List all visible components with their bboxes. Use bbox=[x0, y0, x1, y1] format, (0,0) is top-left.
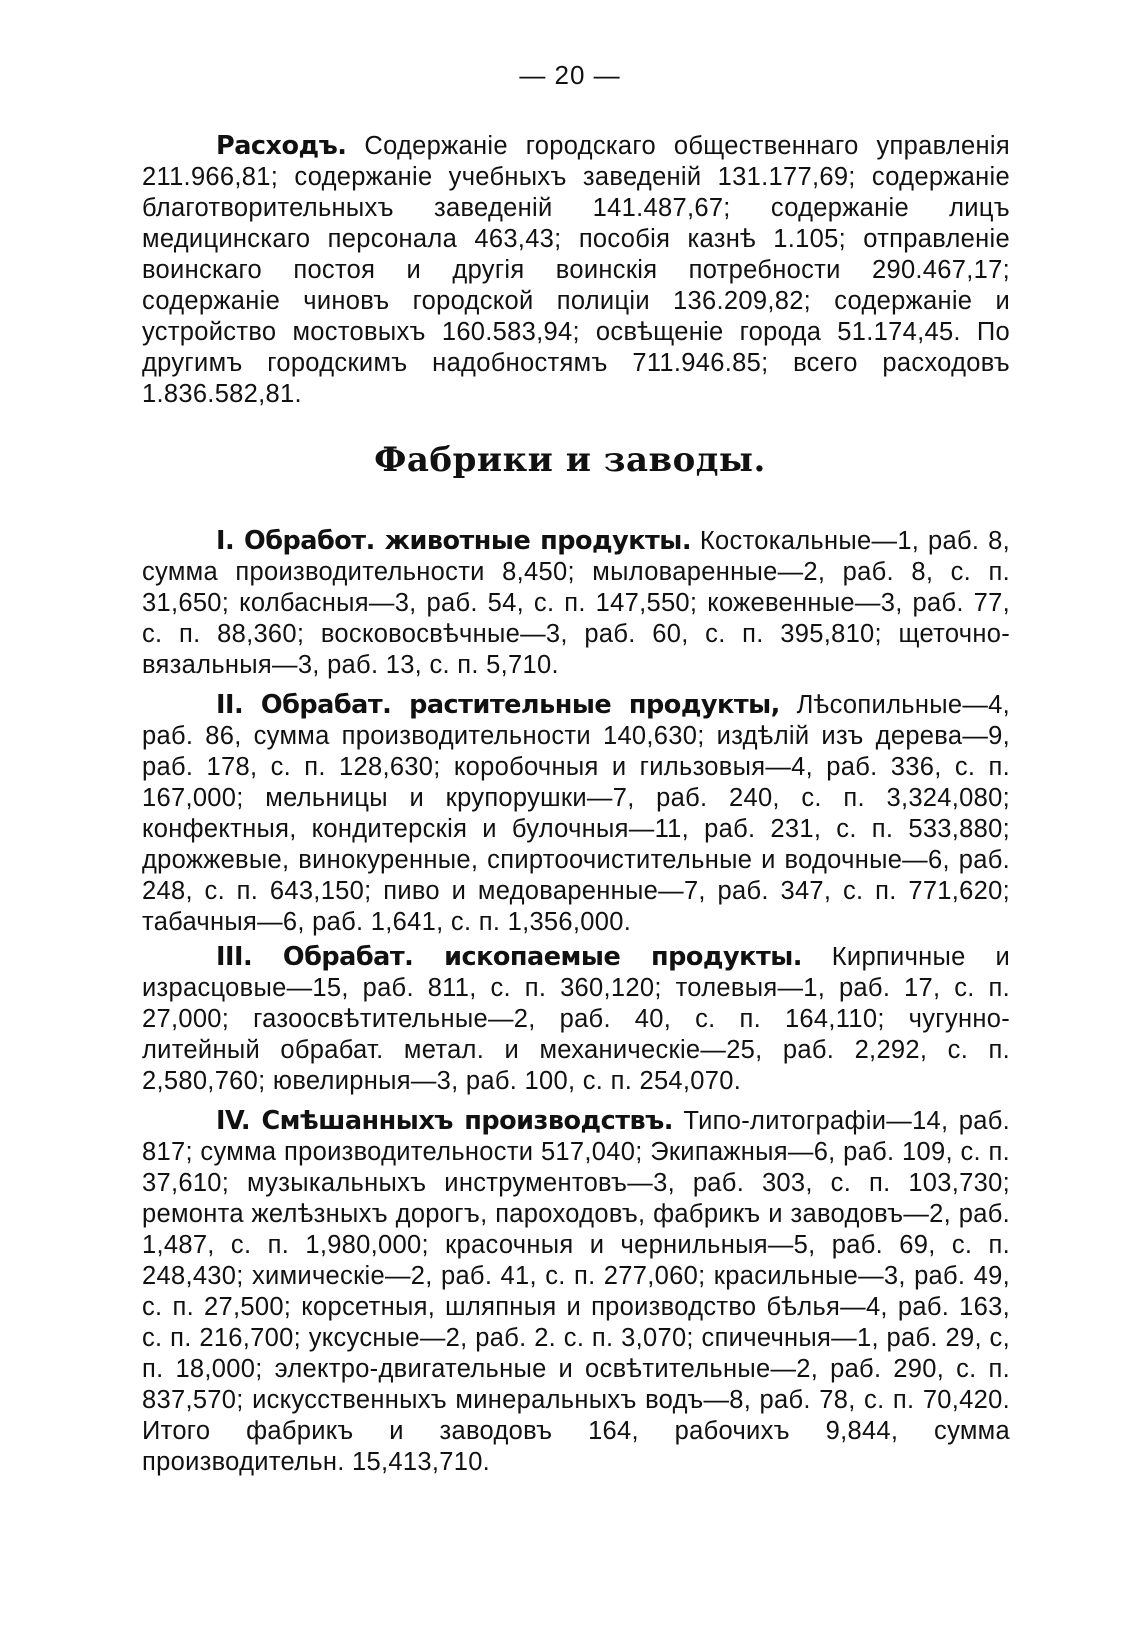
page-number: — 20 — bbox=[519, 60, 621, 90]
section-paragraph-3 bbox=[142, 942, 1010, 1097]
section-paragraph-4 bbox=[142, 1106, 1010, 1478]
section-text-2: Лѣсопильные—4, раб. 86, сумма производительности 140,630; издѣлій изъ дерева—9, раб. 178, с. п. 128,630; коробочныя и гильзовыя—4, раб. 336, с. п. 167,000; мельницы и крупорушки—7, раб. 240, с. п. 3,324,080; конфектныя, кондитерскія и булочныя—11, раб. 231, с. п. 533,880; дрожжевые, винокуренные, спиртоочистительные и водочные—6, раб. 248, с. п. 643,150; пиво и медоваренные—7, раб. 347, с. п. 771,620; табачныя—6, раб. 1,641, с. п. 1,356,000. bbox=[142, 691, 1010, 936]
section-heading: Фабрики и заводы. bbox=[374, 440, 766, 480]
section-paragraph-1 bbox=[142, 526, 1010, 681]
section-lead-3: III. Обрабат. ископаемые продукты. bbox=[216, 942, 802, 972]
section-lead-2: II. Обрабат. растительные продукты, bbox=[216, 690, 780, 720]
section-paragraph-2 bbox=[142, 690, 1010, 938]
section-text-4: Типо-литографіи—14, раб. 817; сумма производительности 517,040; Экипажныя—6, раб. 109, с. п. 37,610; музыкальныхъ инструментовъ—3, раб. 303, с. п. 103,730; ремонта желѣзныхъ дорогъ, пароходовъ, фабрикъ и заводовъ—2, раб. 1,487, с. п. 1,980,000; красочныя и чернильныя—5, раб. 69, с. п. 248,430; химическіе—2, раб. 41, с. п. 277,060; красильные—3, раб. 49, с. п. 27,500; корсетныя, шляпныя и производство бѣлья—4, раб. 163, с. п. 216,700; уксусные—2, раб. 2. с. п. 3,070; спичечныя—1, раб. 29, с, п. 18,000; электро-двигательные и освѣтительные—2, раб. 290, с. п. 837,570; искусственныхъ минеральныхъ водъ—8, раб. 78, с. п. 70,420. Итого фабрикъ и заводовъ 164, рабочихъ 9,844, сумма производительн. 15,413,710. bbox=[142, 1107, 1010, 1476]
expenses-text: Содержаніе городскаго общественнаго управленія 211.966,81; содержаніе учебныхъ заведеній 131.177,69; содержаніе благотворительныхъ заведеній 141.487,67; содержаніе лицъ медицинскаго персонала 463,43; пособія казнѣ 1.105; отправленіе воинскаго постоя и другія воинскія потребности 290.467,17; содержаніе чиновъ городской полиціи 136.209,82; содержаніе и устройство мостовыхъ 160.583,94; освѣщеніе города 51.174,45. По другимъ городскимъ надобностямъ 711.946.85; всего расходовъ 1.836.582,81. bbox=[142, 132, 1010, 408]
expenses-paragraph bbox=[142, 131, 1010, 410]
section-text-3: Кирпичные и израсцовые—15, раб. 811, с. п. 360,120; толевыя—1, раб. 17, с. п. 27,000; газоосвѣтительные—2, раб. 40, с. п. 164,110; чугунно-литейный обрабат. метал. и механическіе—25, раб. 2,292, с. п. 2,580,760; ювелирныя—3, раб. 100, с. п. 254,070. bbox=[142, 943, 1010, 1095]
section-text-1: Костокальные—1, раб. 8, сумма производительности 8,450; мыловаренные—2, раб. 8, с. п. 31,650; колбасныя—3, раб. 54, с. п. 147,550; кожевенные—3, раб. 77, с. п. 88,360; восковосвѣчные—3, раб. 60, с. п. 395,810; щеточно-вязальныя—3, раб. 13, с. п. 5,710. bbox=[142, 527, 1011, 679]
section-lead-1: I. Обработ. животные продукты. bbox=[216, 526, 692, 556]
expenses-lead: Расходъ. bbox=[216, 131, 347, 161]
section-lead-4: IV. Смѣшанныхъ производствъ. bbox=[216, 1106, 673, 1136]
